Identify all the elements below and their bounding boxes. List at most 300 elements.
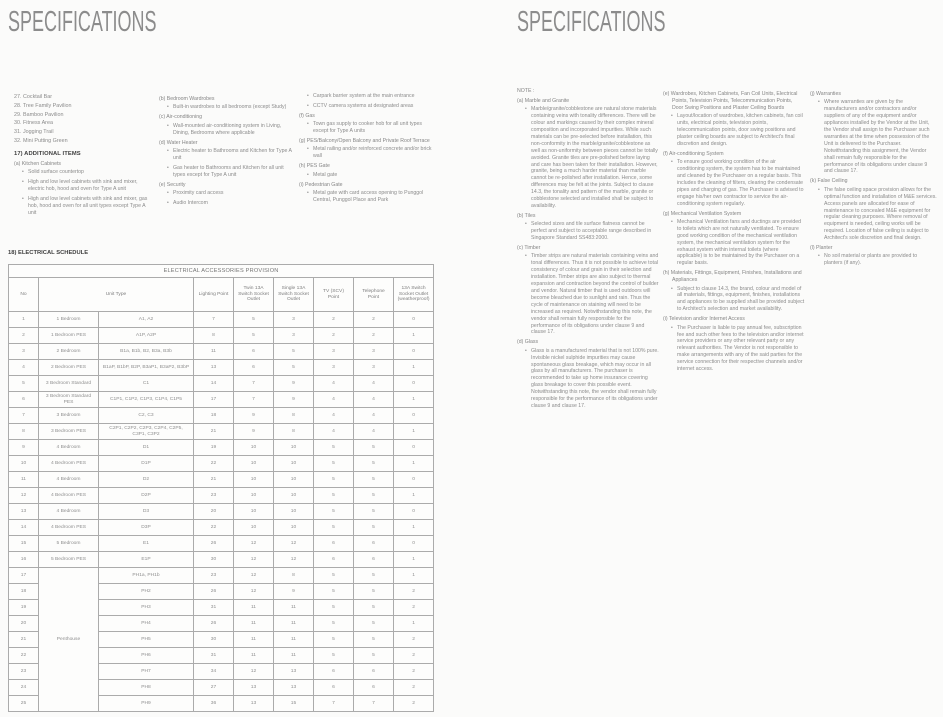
value-cell: 0 bbox=[394, 312, 434, 328]
value-cell: 5 bbox=[314, 584, 354, 600]
row-number-cell: 20 bbox=[9, 616, 39, 632]
value-cell: 18 bbox=[194, 408, 234, 424]
value-cell: 30 bbox=[194, 552, 234, 568]
bullet-icon: • bbox=[671, 113, 673, 120]
row-number-cell: 8 bbox=[9, 424, 39, 440]
value-cell: 10 bbox=[234, 440, 274, 456]
unit-codes-cell: PH6 bbox=[99, 648, 194, 664]
bullet-text: Solid surface countertop bbox=[28, 169, 84, 176]
bullet-text: Timber strips are natural materials containing veins and tonal differences. Thus it is not possible to achieve total consistency of colour and grain in their selection and installation. Timber strips are also subject to thermal expansion and contraction beyond the control of builder and vendor. Natural timber that is used outdoors will become bleached due to sunlight and rain. Thus the cycle of maintenance on staining will need to be increased as required. Notwithstanding this note, the vendor shall remain fully responsible for the performance of its obligations under clause 9 and clause 17. bbox=[531, 253, 659, 336]
bullet-item bbox=[671, 219, 805, 267]
bullet-item bbox=[307, 190, 438, 204]
bullet-icon: • bbox=[22, 179, 24, 185]
row-number-cell: 10 bbox=[9, 456, 39, 472]
row-number-cell: 3 bbox=[9, 344, 39, 360]
value-cell: 5 bbox=[354, 520, 394, 536]
value-cell: 30 bbox=[194, 632, 234, 648]
value-cell: 6 bbox=[314, 680, 354, 696]
value-cell: 5 bbox=[354, 504, 394, 520]
value-cell: 5 bbox=[354, 440, 394, 456]
value-cell: 2 bbox=[394, 680, 434, 696]
value-cell: 26 bbox=[194, 584, 234, 600]
value-cell: 5 bbox=[314, 472, 354, 488]
bullet-text: The false ceiling space provision allows for the optimal function and installation of M&E services. Access panels are allocated for ease of maintenance to concealed M&E equipment for regular cleaning purposes. Where removal of equipment is needed, ceiling works will be required. Location of false ceiling is subject to Architect's sole discretion and final design. bbox=[824, 186, 937, 242]
bullet-icon: • bbox=[167, 199, 169, 206]
value-cell: 2 bbox=[394, 584, 434, 600]
value-cell: 5 bbox=[314, 648, 354, 664]
value-cell: 9 bbox=[234, 408, 274, 424]
value-cell: 2 bbox=[394, 696, 434, 712]
unit-codes-cell: D2P bbox=[99, 488, 194, 504]
unit-group-cell: 3 Bedroom bbox=[39, 408, 99, 424]
value-cell: 2 bbox=[394, 632, 434, 648]
subsection-label: (c) Air-conditioning bbox=[159, 114, 202, 121]
table-title: ELECTRICAL ACCESSORIES PROVISION bbox=[9, 265, 434, 278]
value-cell: 12 bbox=[234, 568, 274, 584]
value-cell: 2 bbox=[314, 328, 354, 344]
bullet-item bbox=[525, 348, 659, 410]
value-cell: 5 bbox=[274, 360, 314, 376]
value-cell: 3 bbox=[314, 360, 354, 376]
legend-item: 28. Tree Family Pavilion bbox=[14, 102, 72, 109]
bullet-text: Proximity card access bbox=[173, 189, 224, 196]
unit-group-cell: 5 Bedroom bbox=[39, 536, 99, 552]
unit-group-cell: 5 Bedroom PES bbox=[39, 552, 99, 568]
value-cell: 1 bbox=[394, 616, 434, 632]
value-cell: 11 bbox=[194, 344, 234, 360]
unit-codes-cell: B1a, B1b, B2, B3a, B3b bbox=[99, 344, 194, 360]
value-cell: 12 bbox=[234, 536, 274, 552]
column-header-no: No bbox=[9, 278, 39, 312]
subsection-label: (k) False Ceiling bbox=[810, 178, 848, 185]
value-cell: 11 bbox=[274, 616, 314, 632]
value-cell: 5 bbox=[354, 488, 394, 504]
value-cell: 6 bbox=[234, 344, 274, 360]
row-number-cell: 24 bbox=[9, 680, 39, 696]
subsection-label: (a) Marble and Granite bbox=[517, 97, 570, 104]
table-row bbox=[9, 552, 434, 568]
bullet-icon: • bbox=[22, 195, 24, 202]
value-cell: 6 bbox=[314, 664, 354, 680]
bullet-text: CCTV camera systems at designated areas bbox=[313, 102, 414, 109]
unit-codes-cell: C1 bbox=[99, 376, 194, 392]
value-cell: 14 bbox=[194, 376, 234, 392]
row-number-cell: 15 bbox=[9, 536, 39, 552]
bullet-item bbox=[525, 106, 659, 210]
value-cell: 31 bbox=[194, 648, 234, 664]
value-cell: 10 bbox=[274, 520, 314, 536]
value-cell: 11 bbox=[234, 632, 274, 648]
bullet-text: Selected sizes and tile surface flatness cannot be perfect and subject to acceptable range described in Singapore Standard SS483:2000. bbox=[531, 221, 652, 242]
value-cell: 0 bbox=[394, 408, 434, 424]
value-cell: 10 bbox=[234, 488, 274, 504]
bullet-item bbox=[671, 159, 805, 207]
value-cell: 10 bbox=[234, 456, 274, 472]
unit-group-cell: 4 Bedroom bbox=[39, 440, 99, 456]
value-cell: 4 bbox=[354, 392, 394, 408]
bullet-text: Marble/granite/cobblestone are natural stone materials containing veins with tonality differences. There will be colour and markings caused by their complex mineral composition and incorporated impurities. While such materials can be pre-selected before installation, this non-conformity in the marble/granite/cobblestone as well as non-uniformity between pieces cannot be totally avoided. Granite tiles are pre-polished before laying and care has been taken for their installation. However, granite, being a much harder material than marble cannot be re-polished after installation. Hence, some differences may be felt at the joints. Subject to clause 14.3, the tonality and pattern of the marble, granite or cobblestone selected and installed shall be subject to availability. bbox=[531, 106, 658, 209]
row-number-cell: 9 bbox=[9, 440, 39, 456]
value-cell: 10 bbox=[274, 472, 314, 488]
bullet-item bbox=[167, 165, 296, 179]
value-cell: 5 bbox=[354, 456, 394, 472]
value-cell: 12 bbox=[234, 584, 274, 600]
row-number-cell: 23 bbox=[9, 664, 39, 680]
unit-codes-cell: B1aP, B1bP, B2P, B3aP1, B3aP2, B3bP bbox=[99, 360, 194, 376]
bullet-item bbox=[525, 253, 659, 336]
bullet-item bbox=[167, 104, 296, 111]
bullet-icon: • bbox=[167, 104, 169, 111]
value-cell: 31 bbox=[194, 600, 234, 616]
bullet-icon: • bbox=[525, 106, 527, 113]
page-right bbox=[472, 0, 943, 717]
value-cell: 5 bbox=[314, 520, 354, 536]
bullet-text: Audio Intercom bbox=[173, 199, 208, 206]
bullet-text: To ensure good working condition of the air conditioning system, the system has to be maintained and cleaned by the Purchaser on a regular basis. This includes the cleaning of filters, clearing the condensate pipes and charging of gas. The Purchaser is advised to engage his/her own contractor to service the air-conditioning system regularly. bbox=[677, 159, 804, 207]
row-number-cell: 21 bbox=[9, 632, 39, 648]
page-left bbox=[0, 0, 471, 717]
table-row bbox=[9, 312, 434, 328]
bullet-icon: • bbox=[818, 99, 820, 106]
table-row bbox=[9, 376, 434, 392]
value-cell: 12 bbox=[234, 664, 274, 680]
unit-codes-cell: E1 bbox=[99, 536, 194, 552]
subsection-label: (d) Glass bbox=[517, 339, 539, 346]
value-cell: 1 bbox=[394, 392, 434, 408]
row-number-cell: 4 bbox=[9, 360, 39, 376]
unit-group-cell: 3 Bedroom PES bbox=[39, 424, 99, 440]
value-cell: 13 bbox=[194, 360, 234, 376]
value-cell: 0 bbox=[394, 440, 434, 456]
value-cell: 1 bbox=[394, 424, 434, 440]
bullet-icon: • bbox=[818, 186, 820, 193]
unit-group-cell: 2 Bedroom bbox=[39, 344, 99, 360]
value-cell: 8 bbox=[274, 424, 314, 440]
value-cell: 12 bbox=[234, 552, 274, 568]
value-cell: 1 bbox=[394, 456, 434, 472]
value-cell: 23 bbox=[194, 568, 234, 584]
unit-codes-cell: E1P bbox=[99, 552, 194, 568]
bullet-text: Electric heater to Bathrooms and Kitchen for Type A unit bbox=[173, 147, 292, 161]
table-row bbox=[9, 408, 434, 424]
table-row bbox=[9, 392, 434, 408]
schedule-heading: 18) ELECTRICAL SCHEDULE bbox=[8, 250, 89, 256]
value-cell: 5 bbox=[314, 440, 354, 456]
value-cell: 10 bbox=[274, 456, 314, 472]
table-row bbox=[9, 360, 434, 376]
bullet-item bbox=[307, 121, 438, 135]
value-cell: 0 bbox=[394, 536, 434, 552]
subsection-label: (b) Bedroom Wardrobes bbox=[159, 96, 215, 102]
unit-codes-cell: PH3 bbox=[99, 600, 194, 616]
bullet-icon: • bbox=[307, 171, 309, 178]
value-cell: 2 bbox=[394, 648, 434, 664]
value-cell: 15 bbox=[274, 696, 314, 712]
value-cell: 26 bbox=[194, 536, 234, 552]
value-cell: 5 bbox=[234, 328, 274, 344]
bullet-text: Metal gate with card access opening to Punggol Central, Punggol Place and Park bbox=[313, 189, 424, 203]
unit-group-cell: 4 Bedroom PES bbox=[39, 520, 99, 536]
value-cell: 5 bbox=[234, 312, 274, 328]
value-cell: 8 bbox=[274, 568, 314, 584]
value-cell: 6 bbox=[354, 536, 394, 552]
bullet-item bbox=[307, 103, 438, 110]
unit-group-cell: 3 Bedroom Standard bbox=[39, 376, 99, 392]
subsection-label: (h) Materials, Fittings, Equipment, Finishes, Installations and Appliances bbox=[663, 270, 802, 284]
bullet-text: The Purchaser is liable to pay annual fee, subscription fee and such other fees to the television and/or internet service providers or any other relevant party or any relevant authorities. The Vendor is not responsible to make arrangements with any of the said parties for the service connection for their respective channels and/or internet access. bbox=[677, 324, 804, 373]
page-title: SPECIFICATIONS bbox=[517, 6, 666, 38]
row-number-cell: 22 bbox=[9, 648, 39, 664]
value-cell: 7 bbox=[194, 312, 234, 328]
unit-codes-cell: D1 bbox=[99, 440, 194, 456]
value-cell: 7 bbox=[234, 392, 274, 408]
subsection-label: (i) Television and/or Internet Access bbox=[663, 316, 745, 323]
value-cell: 13 bbox=[274, 680, 314, 696]
unit-codes-cell: D3P bbox=[99, 520, 194, 536]
value-cell: 11 bbox=[234, 616, 274, 632]
value-cell: 3 bbox=[354, 360, 394, 376]
value-cell: 11 bbox=[234, 648, 274, 664]
section-heading: 17) ADDITIONAL ITEMS bbox=[14, 150, 81, 157]
value-cell: 20 bbox=[194, 504, 234, 520]
value-cell: 9 bbox=[274, 376, 314, 392]
bullet-icon: • bbox=[307, 146, 309, 153]
bullet-text: Mechanical Ventilation fans and ductings are provided to toilets which are not naturally ventilated. To ensure good working condition of the mechanical ventilation system, the mechanical ventilation system for the exhaust system within internal toilets (where applicable) is to be maintained by the Purchaser on a regular basis. bbox=[677, 218, 802, 267]
unit-codes-cell: D1P bbox=[99, 456, 194, 472]
note-column-3 bbox=[810, 88, 937, 269]
value-cell: 5 bbox=[314, 616, 354, 632]
unit-codes-cell: C2, C3 bbox=[99, 408, 194, 424]
subsection-label: (j) Warranties bbox=[810, 91, 841, 97]
value-cell: 7 bbox=[354, 696, 394, 712]
row-number-cell: 17 bbox=[9, 568, 39, 584]
subsection-label: (f) Gas bbox=[299, 112, 315, 119]
bullet-item bbox=[525, 221, 659, 242]
value-cell: 13 bbox=[234, 680, 274, 696]
subsection-label: (a) Kitchen Cabinets bbox=[14, 160, 61, 167]
value-cell: 11 bbox=[274, 600, 314, 616]
row-number-cell: 19 bbox=[9, 600, 39, 616]
value-cell: 4 bbox=[314, 376, 354, 392]
bullet-icon: • bbox=[525, 221, 527, 228]
bullet-item bbox=[167, 148, 296, 162]
unit-group-cell: 4 Bedroom PES bbox=[39, 456, 99, 472]
value-cell: 4 bbox=[314, 408, 354, 424]
subsection-label: (f) Air-conditioning System bbox=[663, 150, 724, 157]
column-header-5: 13A Switch Socket Outlet (weatherproof) bbox=[394, 278, 434, 312]
value-cell: 19 bbox=[194, 440, 234, 456]
value-cell: 21 bbox=[194, 472, 234, 488]
table-row bbox=[9, 520, 434, 536]
unit-codes-cell: PH8 bbox=[99, 680, 194, 696]
value-cell: 22 bbox=[194, 456, 234, 472]
unit-codes-cell: PH2 bbox=[99, 584, 194, 600]
value-cell: 1 bbox=[394, 488, 434, 504]
electrical-accessories-table bbox=[8, 264, 434, 712]
value-cell: 11 bbox=[274, 632, 314, 648]
value-cell: 13 bbox=[274, 664, 314, 680]
table-row bbox=[9, 424, 434, 440]
value-cell: 9 bbox=[274, 392, 314, 408]
value-cell: 4 bbox=[314, 424, 354, 440]
bullet-item bbox=[307, 146, 438, 160]
column-header-3: TV (SCV) Point bbox=[314, 278, 354, 312]
value-cell: 27 bbox=[194, 680, 234, 696]
value-cell: 5 bbox=[354, 584, 394, 600]
value-cell: 17 bbox=[194, 392, 234, 408]
value-cell: 1 bbox=[394, 360, 434, 376]
table-row bbox=[9, 440, 434, 456]
bullet-item bbox=[671, 325, 805, 373]
value-cell: 3 bbox=[274, 328, 314, 344]
value-cell: 26 bbox=[194, 616, 234, 632]
value-cell: 10 bbox=[234, 520, 274, 536]
legend-item: 30. Fitness Area bbox=[14, 120, 53, 127]
value-cell: 6 bbox=[354, 664, 394, 680]
text-column-1 bbox=[14, 93, 154, 220]
value-cell: 7 bbox=[234, 376, 274, 392]
bullet-text: Where warranties are given by the manufacturers and/or contractors and/or suppliers of any of the equipment and/or appliances installed by the Vendor at the Unit, the Vendor shall assign to the Purchaser such warranties at the time when possession of the Unit is delivered to the Purchaser. Notwithstanding this assignment, the Vendor shall remain fully responsible for the performance of its obligations under clause 9 and clause 17. bbox=[824, 99, 930, 175]
unit-group-cell: 4 Bedroom bbox=[39, 504, 99, 520]
value-cell: 10 bbox=[234, 472, 274, 488]
value-cell: 6 bbox=[314, 536, 354, 552]
subsection-label: (g) PES/Balcony/Open Balcony and Private Roof Terrace bbox=[299, 138, 430, 145]
row-number-cell: 13 bbox=[9, 504, 39, 520]
bullet-item bbox=[671, 286, 805, 314]
value-cell: 10 bbox=[274, 488, 314, 504]
unit-codes-cell: C2P1, C2P2, C2P3, C2P4, C2P5, C3P1, C3P2 bbox=[99, 424, 194, 440]
value-cell: 5 bbox=[314, 568, 354, 584]
bullet-icon: • bbox=[671, 285, 673, 292]
legend-item: 27. Cocktail Bar bbox=[14, 94, 53, 100]
bullet-text: No soil material or plants are provided to planters (if any). bbox=[824, 253, 918, 267]
bullet-text: Built-in wardrobes to all bedrooms (except Study) bbox=[173, 104, 287, 111]
subsection-label: (h) PES Gate bbox=[299, 163, 330, 170]
row-number-cell: 25 bbox=[9, 696, 39, 712]
bullet-item bbox=[307, 172, 438, 179]
value-cell: 0 bbox=[394, 472, 434, 488]
bullet-item bbox=[671, 113, 805, 148]
value-cell: 23 bbox=[194, 488, 234, 504]
value-cell: 2 bbox=[354, 312, 394, 328]
legend-item: 29. Bamboo Pavilion bbox=[14, 111, 64, 118]
row-number-cell: 6 bbox=[9, 392, 39, 408]
page-title: SPECIFICATIONS bbox=[8, 6, 157, 38]
value-cell: 11 bbox=[274, 648, 314, 664]
value-cell: 21 bbox=[194, 424, 234, 440]
table-row bbox=[9, 472, 434, 488]
row-number-cell: 2 bbox=[9, 328, 39, 344]
value-cell: 5 bbox=[274, 344, 314, 360]
table-header-row bbox=[9, 278, 434, 312]
unit-group-cell: Penthouse bbox=[39, 568, 99, 712]
value-cell: 8 bbox=[274, 408, 314, 424]
value-cell: 6 bbox=[354, 552, 394, 568]
bullet-item bbox=[22, 196, 154, 217]
table-title-row bbox=[9, 265, 434, 278]
value-cell: 6 bbox=[234, 360, 274, 376]
subsection-label: (e) Wardrobes, Kitchen Cabinets, Fan Coil Units, Electrical Points, Television Points, Telecommunication Points, Door Swing Positions and Plaster Ceiling Boards bbox=[663, 91, 798, 111]
bullet-icon: • bbox=[671, 324, 673, 331]
value-cell: 10 bbox=[274, 440, 314, 456]
value-cell: 4 bbox=[354, 424, 394, 440]
bullet-icon: • bbox=[671, 218, 673, 225]
value-cell: 1 bbox=[394, 520, 434, 536]
bullet-icon: • bbox=[525, 253, 527, 260]
bullet-item bbox=[22, 169, 154, 176]
column-header-unit-type: Unit Type bbox=[39, 278, 194, 312]
value-cell: 10 bbox=[274, 504, 314, 520]
value-cell: 12 bbox=[274, 552, 314, 568]
bullet-icon: • bbox=[167, 189, 169, 196]
table-row bbox=[9, 504, 434, 520]
unit-group-cell: 1 Bedroom bbox=[39, 312, 99, 328]
table-row bbox=[9, 328, 434, 344]
unit-group-cell: 4 Bedroom PES bbox=[39, 488, 99, 504]
unit-group-cell: 4 Bedroom bbox=[39, 472, 99, 488]
column-header-2: Single 13A Switch Socket Outlet bbox=[274, 278, 314, 312]
value-cell: 5 bbox=[314, 456, 354, 472]
value-cell: 36 bbox=[194, 696, 234, 712]
value-cell: 1 bbox=[394, 568, 434, 584]
value-cell: 5 bbox=[314, 632, 354, 648]
bullet-item bbox=[818, 99, 937, 175]
row-number-cell: 7 bbox=[9, 408, 39, 424]
unit-group-cell: 1 Bedroom PES bbox=[39, 328, 99, 344]
value-cell: 22 bbox=[194, 520, 234, 536]
bullet-icon: • bbox=[307, 189, 309, 196]
row-number-cell: 12 bbox=[9, 488, 39, 504]
column-header-4: Telephone Point bbox=[354, 278, 394, 312]
row-number-cell: 18 bbox=[9, 584, 39, 600]
value-cell: 0 bbox=[394, 376, 434, 392]
legend-item: 31. Jogging Trail bbox=[14, 129, 54, 136]
bullet-text: High and low level cabinets with sink and mixer, gas hob, hood and oven for all unit types except Type A unit bbox=[28, 195, 148, 216]
value-cell: 7 bbox=[314, 696, 354, 712]
value-cell: 5 bbox=[314, 504, 354, 520]
value-cell: 4 bbox=[354, 376, 394, 392]
bullet-text: Wall-mounted air-conditioning system in Living, Dining, Bedrooms where applicable bbox=[173, 122, 282, 136]
subsection-label: (c) Timber bbox=[517, 245, 541, 252]
bullet-icon: • bbox=[307, 102, 309, 109]
value-cell: 2 bbox=[394, 664, 434, 680]
value-cell: 5 bbox=[314, 600, 354, 616]
unit-group-cell: 2 Bedroom PES bbox=[39, 360, 99, 376]
subsection-label: (e) Security bbox=[159, 181, 186, 188]
value-cell: 3 bbox=[354, 344, 394, 360]
text-column-2 bbox=[159, 93, 296, 210]
bullet-icon: • bbox=[671, 159, 673, 166]
value-cell: 9 bbox=[274, 584, 314, 600]
note-label: NOTE : bbox=[517, 88, 535, 94]
bullet-text: High and low level cabinets with sink and mixer, electric hob, hood and oven for Type A unit bbox=[28, 179, 138, 192]
bullet-text: Town gas supply to cooker hob for all unit types except for Type A units bbox=[313, 121, 422, 135]
bullet-text: Subject to clause 14.3, the brand, colour and model of all materials, fittings, equipment, finishes, installations and appliances to be supplied shall be provided subject to Architect's selection and market availability. bbox=[677, 285, 805, 313]
bullet-icon: • bbox=[167, 164, 169, 171]
row-number-cell: 1 bbox=[9, 312, 39, 328]
note-column-2 bbox=[663, 88, 805, 374]
unit-group-cell: 3 Bedroom Standard PES bbox=[39, 392, 99, 408]
value-cell: 2 bbox=[394, 600, 434, 616]
unit-codes-cell: A1, A2 bbox=[99, 312, 194, 328]
electrical-schedule-table bbox=[8, 264, 434, 712]
unit-codes-cell: D3 bbox=[99, 504, 194, 520]
bullet-item bbox=[167, 200, 296, 207]
column-header-0: Lighting Point bbox=[194, 278, 234, 312]
bullet-text: Gas heater to Bathrooms and Kitchen for all unit types except for Type A unit bbox=[173, 164, 284, 178]
value-cell: 1 bbox=[394, 328, 434, 344]
bullet-item bbox=[818, 187, 937, 242]
